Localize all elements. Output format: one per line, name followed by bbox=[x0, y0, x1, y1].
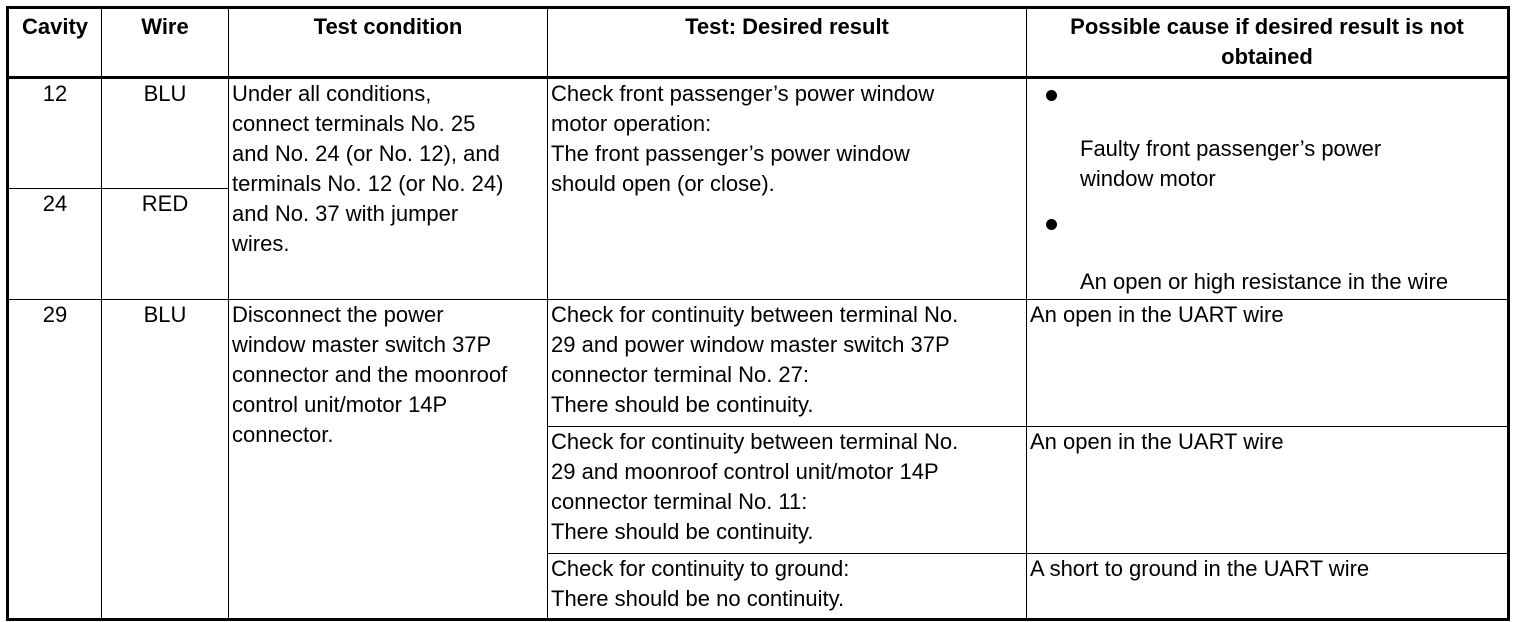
result-line: Check for continuity to ground: bbox=[551, 556, 850, 581]
test-condition-cell bbox=[229, 300, 548, 620]
result-line: Check for continuity between terminal No. bbox=[551, 302, 959, 327]
cavity-cell: 12 bbox=[8, 78, 102, 189]
condition-line: connect terminals No. 25 bbox=[232, 111, 476, 136]
header-possible-cause bbox=[1027, 8, 1509, 78]
cavity-cell: 24 bbox=[8, 189, 102, 300]
header-possible-cause-line2: obtained bbox=[1221, 44, 1313, 69]
bullet-icon bbox=[1046, 90, 1057, 101]
possible-cause-cell: A short to ground in the UART wire bbox=[1027, 554, 1509, 620]
header-desired-result: Test: Desired result bbox=[548, 8, 1027, 78]
table-row bbox=[8, 300, 1509, 427]
header-wire: Wire bbox=[102, 8, 229, 78]
possible-cause-cell bbox=[1027, 78, 1509, 300]
condition-line: window master switch 37P bbox=[232, 332, 492, 357]
condition-line: connector. bbox=[232, 422, 334, 447]
bullet-icon bbox=[1046, 219, 1057, 230]
table-row bbox=[8, 78, 1509, 189]
result-line: should open (or close). bbox=[551, 171, 775, 196]
result-line: The front passenger’s power window bbox=[551, 141, 910, 166]
result-line: Check front passenger’s power window bbox=[551, 81, 935, 106]
cause-line: window motor bbox=[1080, 166, 1216, 191]
result-line: There should be continuity. bbox=[551, 392, 814, 417]
condition-line: control unit/motor 14P bbox=[232, 392, 448, 417]
wire-cell: RED bbox=[102, 189, 229, 300]
desired-result-cell bbox=[548, 78, 1027, 300]
result-line: connector terminal No. 27: bbox=[551, 362, 810, 387]
condition-line: and No. 37 with jumper bbox=[232, 201, 459, 226]
result-line: There should be no continuity. bbox=[551, 586, 845, 611]
condition-line: Under all conditions, bbox=[232, 81, 432, 106]
possible-cause-cell: An open in the UART wire bbox=[1027, 427, 1509, 554]
test-condition-cell bbox=[229, 78, 548, 300]
result-line: 29 and power window master switch 37P bbox=[551, 332, 950, 357]
header-possible-cause-line1: Possible cause if desired result is not bbox=[1070, 14, 1464, 39]
desired-result-cell bbox=[548, 427, 1027, 554]
desired-result-cell bbox=[548, 300, 1027, 427]
result-line: Check for continuity between terminal No. bbox=[551, 429, 959, 454]
bullet-row bbox=[1030, 79, 1504, 109]
result-line: 29 and moonroof control unit/motor 14P bbox=[551, 459, 939, 484]
condition-line: Disconnect the power bbox=[232, 302, 444, 327]
cavity-cell: 29 bbox=[8, 300, 102, 620]
cause-line: Faulty front passenger’s power bbox=[1080, 136, 1382, 161]
diagnostic-table bbox=[6, 6, 1510, 621]
condition-line: wires. bbox=[232, 231, 290, 256]
wire-cell: BLU bbox=[102, 78, 229, 189]
header-cavity: Cavity bbox=[8, 8, 102, 78]
cause-line: An open or high resistance in the wire bbox=[1080, 269, 1449, 294]
bullet-row bbox=[1030, 208, 1504, 238]
desired-result-cell bbox=[548, 554, 1027, 620]
header-row bbox=[8, 8, 1509, 78]
header-test-condition: Test condition bbox=[229, 8, 548, 78]
result-line: connector terminal No. 11: bbox=[551, 489, 808, 514]
wire-cell: BLU bbox=[102, 300, 229, 620]
result-line: motor operation: bbox=[551, 111, 712, 136]
condition-line: and No. 24 (or No. 12), and bbox=[232, 141, 500, 166]
condition-line: connector and the moonroof bbox=[232, 362, 508, 387]
possible-cause-cell: An open in the UART wire bbox=[1027, 300, 1509, 427]
condition-line: terminals No. 12 (or No. 24) bbox=[232, 171, 504, 196]
result-line: There should be continuity. bbox=[551, 519, 814, 544]
